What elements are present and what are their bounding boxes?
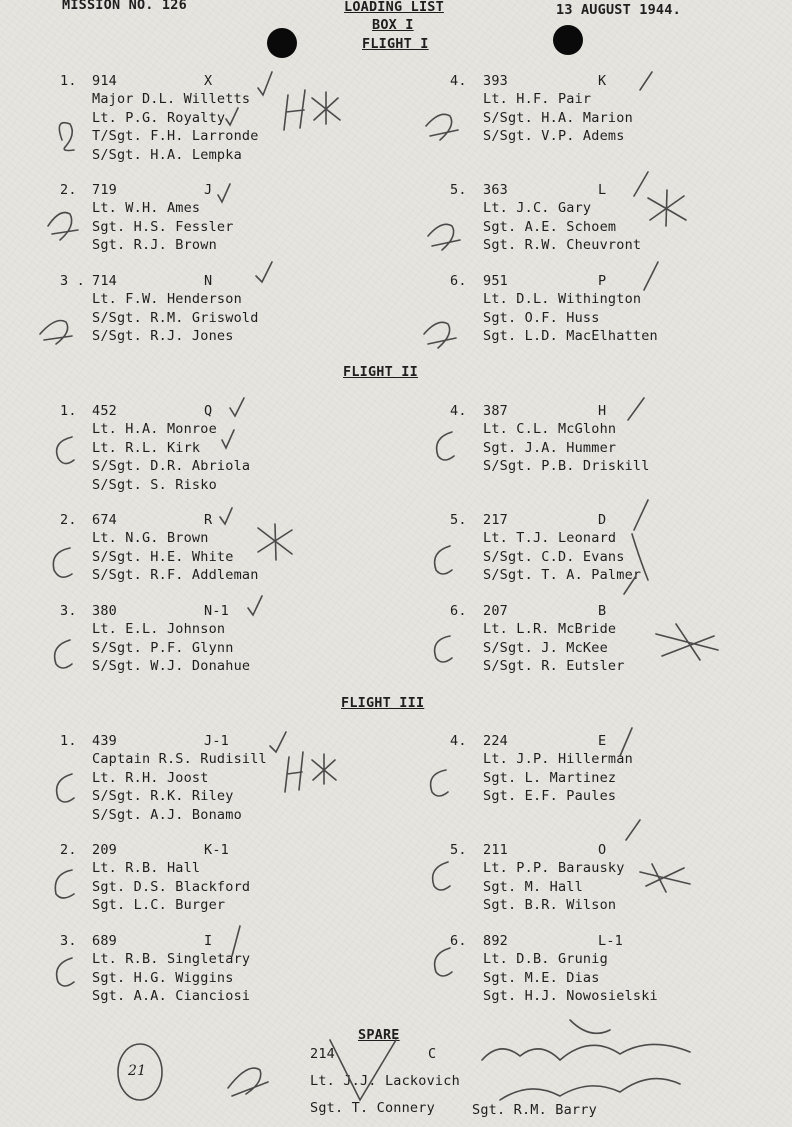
aircraft-number: 439 bbox=[92, 733, 117, 749]
crew-member-name: S/Sgt. H.A. Marion bbox=[483, 109, 633, 126]
aircraft-letter-code: K bbox=[598, 73, 607, 89]
aircraft-letter-code: D bbox=[598, 512, 607, 528]
crew-member-name: S/Sgt. H.A. Lempka bbox=[92, 146, 242, 163]
crew-member-name: S/Sgt. V.P. Adems bbox=[483, 128, 625, 145]
crew-member-name: S/Sgt. D.R. Abriola bbox=[92, 458, 251, 475]
aircraft-letter-code: X bbox=[204, 73, 213, 89]
crew-member-name: Sgt. D.S. Blackford bbox=[92, 878, 251, 895]
aircraft-number: 363 bbox=[483, 182, 508, 198]
aircraft-number: 951 bbox=[483, 273, 508, 289]
crew-member-name: Sgt. M.E. Dias bbox=[483, 969, 600, 986]
aircraft-position-number: 1. bbox=[60, 73, 77, 89]
aircraft-position-number: 2. bbox=[60, 842, 77, 858]
crew-member-name: Sgt. B.R. Wilson bbox=[483, 897, 617, 914]
aircraft-number: 224 bbox=[483, 733, 508, 749]
aircraft-position-number: 5. bbox=[450, 182, 467, 198]
circled-number: 21 bbox=[128, 1063, 147, 1079]
flight-1-title: FLIGHT I bbox=[362, 36, 429, 52]
aircraft-letter-code: L bbox=[598, 182, 607, 198]
crew-member-name: Captain R.S. Rudisill bbox=[92, 751, 267, 768]
aircraft-letter-code: R bbox=[204, 512, 213, 528]
aircraft-letter-code: K-1 bbox=[204, 842, 229, 858]
aircraft-position-number: 2. bbox=[60, 512, 77, 528]
crew-member-name: S/Sgt. R.F. Addleman bbox=[92, 567, 259, 584]
flight-3-title: FLIGHT III bbox=[341, 695, 425, 711]
crew-member-name: Lt. R.L. Kirk bbox=[92, 439, 201, 456]
aircraft-letter-code: J-1 bbox=[204, 733, 229, 749]
document-title: LOADING LIST bbox=[344, 0, 444, 15]
crew-member-name: S/Sgt. C.D. Evans bbox=[483, 548, 625, 565]
crew-member-name: Lt. D.L. Withington bbox=[483, 291, 642, 308]
crew-member-name: Sgt. O.F. Huss bbox=[483, 309, 600, 326]
aircraft-letter-code: J bbox=[204, 182, 213, 198]
aircraft-position-number: 2. bbox=[60, 182, 77, 198]
aircraft-number: 914 bbox=[92, 73, 117, 89]
crew-member-name: Lt. C.L. McGlohn bbox=[483, 421, 617, 438]
aircraft-position-number: 6. bbox=[450, 273, 467, 289]
crew-member-name: Lt. E.L. Johnson bbox=[92, 621, 226, 638]
aircraft-position-number: 5. bbox=[450, 842, 467, 858]
crew-member-name: Lt. P.G. Royalty bbox=[92, 109, 226, 126]
crew-member-name: S/Sgt. H.E. White bbox=[92, 548, 234, 565]
aircraft-number: 719 bbox=[92, 182, 117, 198]
aircraft-letter-code: L-1 bbox=[598, 933, 623, 949]
aircraft-letter-code: B bbox=[598, 603, 607, 619]
crew-member-name: Lt. T.J. Leonard bbox=[483, 530, 617, 547]
aircraft-position-number: 3. bbox=[60, 933, 77, 949]
aircraft-number: 207 bbox=[483, 603, 508, 619]
crew-member-name: Lt. H.A. Monroe bbox=[92, 421, 217, 438]
crew-member-name: Sgt. H.G. Wiggins bbox=[92, 969, 234, 986]
flight-2-title: FLIGHT II bbox=[343, 364, 418, 380]
crew-member-name: Sgt. M. Hall bbox=[483, 878, 583, 895]
crew-member-name: Sgt. J.A. Hummer bbox=[483, 439, 617, 456]
document-date: 13 AUGUST 1944. bbox=[556, 2, 681, 18]
crew-member-name: Sgt. A.E. Schoem bbox=[483, 218, 617, 235]
crew-member-name: S/Sgt. J. McKee bbox=[483, 639, 608, 656]
aircraft-position-number: 1. bbox=[60, 733, 77, 749]
crew-member-name: Lt. R.B. Singletary bbox=[92, 951, 251, 968]
box-label: BOX I bbox=[372, 17, 414, 33]
aircraft-number: 209 bbox=[92, 842, 117, 858]
crew-member-name: Sgt. R.W. Cheuvront bbox=[483, 237, 642, 254]
crew-member-name: S/Sgt. S. Risko bbox=[92, 476, 217, 493]
aircraft-number: 452 bbox=[92, 403, 117, 419]
crew-member-name: S/Sgt. P.B. Driskill bbox=[483, 458, 650, 475]
crew-member-name: Lt. D.B. Grunig bbox=[483, 951, 608, 968]
crew-member-name: Sgt. L.C. Burger bbox=[92, 897, 226, 914]
spare-plane-code: C bbox=[428, 1046, 437, 1062]
aircraft-letter-code: N bbox=[204, 273, 213, 289]
aircraft-position-number: 3 . bbox=[60, 273, 85, 289]
crew-member-name: Lt. R.B. Hall bbox=[92, 860, 201, 877]
spare-title: SPARE bbox=[358, 1027, 400, 1043]
aircraft-letter-code: E bbox=[598, 733, 607, 749]
aircraft-letter-code: N-1 bbox=[204, 603, 229, 619]
crew-member-name: S/Sgt. W.J. Donahue bbox=[92, 658, 251, 675]
aircraft-letter-code: P bbox=[598, 273, 607, 289]
crew-member-name: S/Sgt. R.J. Jones bbox=[92, 328, 234, 345]
punch-hole-left bbox=[267, 28, 297, 58]
crew-member-name: Lt. N.G. Brown bbox=[92, 530, 209, 547]
spare-plane-number: 214 bbox=[310, 1046, 335, 1062]
crew-member-name: Sgt. A.A. Cianciosi bbox=[92, 988, 251, 1005]
crew-member-name: S/Sgt. A.J. Bonamo bbox=[92, 806, 242, 823]
crew-member-name: S/Sgt. P.F. Glynn bbox=[92, 639, 234, 656]
aircraft-number: 714 bbox=[92, 273, 117, 289]
aircraft-position-number: 6. bbox=[450, 603, 467, 619]
aircraft-position-number: 4. bbox=[450, 403, 467, 419]
crew-member-name: Sgt. L. Martinez bbox=[483, 769, 617, 786]
crew-member-name: Major D.L. Willetts bbox=[92, 91, 251, 108]
crew-member-name: S/Sgt. R.M. Griswold bbox=[92, 309, 259, 326]
crew-member-name: Lt. J.P. Hillerman bbox=[483, 751, 633, 768]
aircraft-position-number: 4. bbox=[450, 73, 467, 89]
crew-member-name: S/Sgt. R.K. Riley bbox=[92, 788, 234, 805]
aircraft-letter-code: O bbox=[598, 842, 607, 858]
aircraft-number: 211 bbox=[483, 842, 508, 858]
crew-member-name: Lt. L.R. McBride bbox=[483, 621, 617, 638]
crew-member-name: Lt. R.H. Joost bbox=[92, 769, 209, 786]
aircraft-position-number: 1. bbox=[60, 403, 77, 419]
aircraft-number: 674 bbox=[92, 512, 117, 528]
punch-hole-right bbox=[553, 25, 583, 55]
aircraft-letter-code: H bbox=[598, 403, 607, 419]
aircraft-position-number: 6. bbox=[450, 933, 467, 949]
crew-member-name: Sgt. R.J. Brown bbox=[92, 237, 217, 254]
spare-crew-3: Sgt. R.M. Barry bbox=[472, 1102, 597, 1118]
crew-member-name: Sgt. H.S. Fessler bbox=[92, 218, 234, 235]
crew-member-name: Lt. J.C. Gary bbox=[483, 200, 592, 217]
aircraft-number: 689 bbox=[92, 933, 117, 949]
aircraft-letter-code: Q bbox=[204, 403, 213, 419]
crew-member-name: Lt. H.F. Pair bbox=[483, 91, 592, 108]
crew-member-name: Sgt. L.D. MacElhatten bbox=[483, 328, 658, 345]
aircraft-number: 892 bbox=[483, 933, 508, 949]
aircraft-position-number: 5. bbox=[450, 512, 467, 528]
aircraft-number: 380 bbox=[92, 603, 117, 619]
crew-member-name: Sgt. H.J. Nowosielski bbox=[483, 988, 658, 1005]
aircraft-letter-code: I bbox=[204, 933, 213, 949]
aircraft-number: 217 bbox=[483, 512, 508, 528]
crew-member-name: S/Sgt. T. A. Palmer bbox=[483, 567, 642, 584]
crew-member-name: Sgt. E.F. Paules bbox=[483, 788, 617, 805]
crew-member-name: Lt. P.P. Barausky bbox=[483, 860, 625, 877]
mission-number: MISSION NO. 126 bbox=[62, 0, 187, 13]
crew-member-name: Lt. W.H. Ames bbox=[92, 200, 201, 217]
crew-member-name: T/Sgt. F.H. Larronde bbox=[92, 128, 259, 145]
crew-member-name: Lt. F.W. Henderson bbox=[92, 291, 242, 308]
crew-member-name: S/Sgt. R. Eutsler bbox=[483, 658, 625, 675]
spare-crew-1: Lt. J.J. Lackovich bbox=[310, 1073, 460, 1089]
aircraft-position-number: 4. bbox=[450, 733, 467, 749]
aircraft-position-number: 3. bbox=[60, 603, 77, 619]
spare-crew-2: Sgt. T. Connery bbox=[310, 1100, 435, 1116]
aircraft-number: 387 bbox=[483, 403, 508, 419]
aircraft-number: 393 bbox=[483, 73, 508, 89]
